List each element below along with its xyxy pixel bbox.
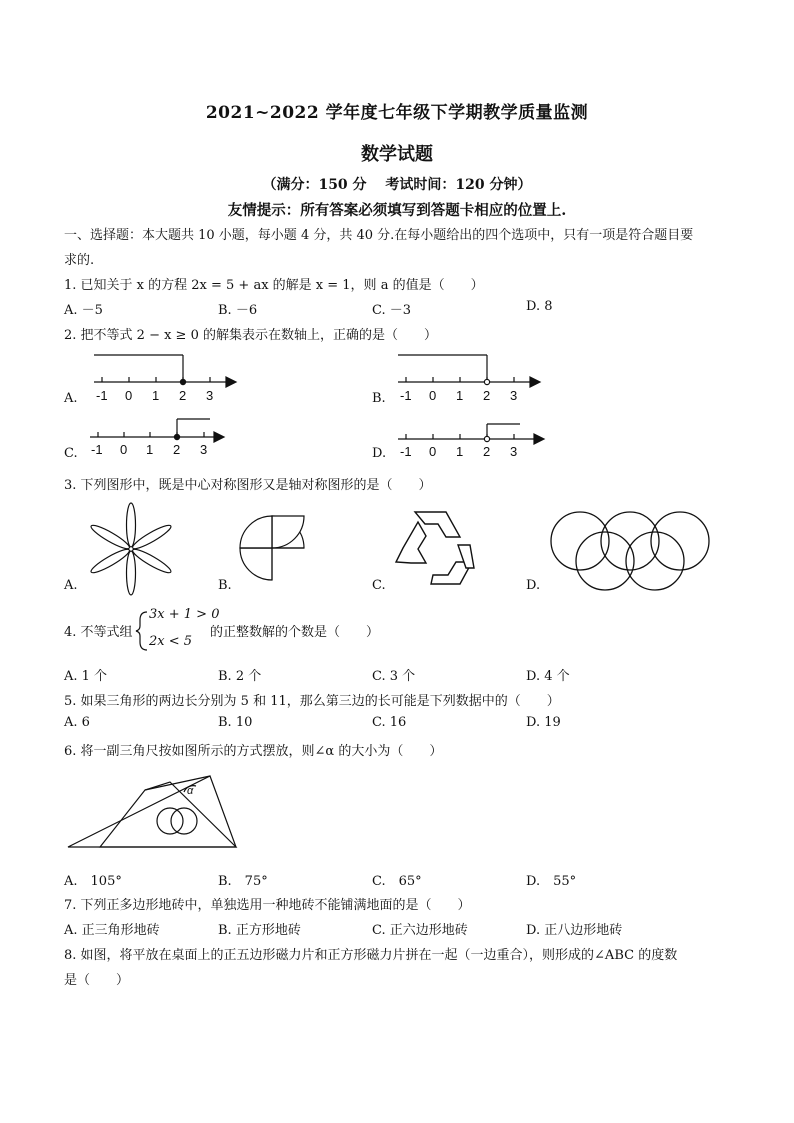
tick-label: -1 xyxy=(400,388,412,403)
q4-option-a: A. 1 个 xyxy=(64,669,108,684)
q4-inequality-2: 2x < 5 xyxy=(149,634,193,649)
exam-title: 2021~2022 学年度七年级下学期教学质量监测 xyxy=(205,103,589,123)
tick-label: 1 xyxy=(146,442,154,457)
question-7-stem: 7. 下列正多边形地砖中，单独选用一种地砖不能铺满地面的是（ ） xyxy=(64,898,471,913)
q6-option-c: C. 65° xyxy=(372,874,422,889)
q7-option-b: B. 正方形地砖 xyxy=(218,923,301,938)
q5-option-b: B. 10 xyxy=(218,715,253,730)
question-2-stem: 2. 把不等式 2 − x ≥ 0 的解集表示在数轴上，正确的是（ ） xyxy=(64,328,437,343)
q2-ticks-d xyxy=(400,444,517,459)
q6-option-b: B. 75° xyxy=(218,874,268,889)
q1-option-d: D. 8 xyxy=(526,299,553,314)
question-8-stem-line1: 8. 如图，将平放在桌面上的正五边形磁力片和正方形磁力片拼在一起（一边重合），则形成的∠ABC 的度数 xyxy=(64,948,678,963)
tick-label: 2 xyxy=(173,442,181,457)
tick-label: 0 xyxy=(120,442,128,457)
q3-option-c: C. xyxy=(372,578,386,593)
q3-figure-b-pinwheel xyxy=(240,516,304,580)
tick-label: 0 xyxy=(125,388,133,403)
q4-option-b: B. 2 个 xyxy=(218,669,262,684)
q3-figure-a-petals xyxy=(89,503,173,595)
q3-figure-c-recycle xyxy=(396,512,474,584)
tick-label: 3 xyxy=(206,388,214,403)
q1-option-c: C. －3 xyxy=(372,303,412,318)
q6-figure xyxy=(68,776,236,847)
q6-option-d: D. 55° xyxy=(526,874,577,889)
q3-option-b: B. xyxy=(218,578,232,593)
q2-option-b: B. xyxy=(372,391,386,406)
q2-numberline-c xyxy=(90,419,224,442)
q1-option-b: B. －6 xyxy=(218,303,258,318)
question-4-prefix: 4. 不等式组 xyxy=(64,625,133,640)
tick-label: 2 xyxy=(179,388,187,403)
section-intro-line2: 求的. xyxy=(64,253,95,268)
question-3-stem: 3. 下列图形中，既是中心对称图形又是轴对称图形的是（ ） xyxy=(64,478,432,493)
tick-label: 2 xyxy=(483,444,491,459)
tick-label: -1 xyxy=(91,442,103,457)
q2-numberline-d xyxy=(398,424,544,444)
question-4-suffix: 的正整数解的个数是（ ） xyxy=(210,625,380,640)
q7-option-a: A. 正三角形地砖 xyxy=(64,923,160,938)
exam-subject: 数学试题 xyxy=(361,144,433,165)
q2-option-c: C. xyxy=(64,446,78,461)
q2-numberline-a xyxy=(94,355,236,387)
exam-meta: （满分：150 分 考试时间：120 分钟） xyxy=(262,177,532,193)
q3-figure-d-rings xyxy=(551,512,709,590)
tick-label: 2 xyxy=(483,388,491,403)
q4-inequality-1: 3x + 1 > 0 xyxy=(149,607,220,622)
q2-option-a: A. xyxy=(64,391,78,406)
tick-label: 1 xyxy=(152,388,160,403)
tick-label: 3 xyxy=(510,388,518,403)
q4-system-brace xyxy=(136,612,147,650)
tick-label: 1 xyxy=(456,444,464,459)
question-8-stem-line2: 是（ ） xyxy=(64,973,130,988)
q6-alpha-label: α xyxy=(187,785,194,797)
q6-option-a: A. 105° xyxy=(64,874,122,889)
exam-notice: 友情提示：所有答案必须填写到答题卡相应的位置上. xyxy=(227,202,567,219)
tick-label: 3 xyxy=(200,442,208,457)
tick-label: 1 xyxy=(456,388,464,403)
question-6-stem: 6. 将一副三角尺按如图所示的方式摆放，则∠α 的大小为（ ） xyxy=(64,744,443,759)
q4-option-d: D. 4 个 xyxy=(526,669,570,684)
q7-option-c: C. 正六边形地砖 xyxy=(372,923,468,938)
q4-option-c: C. 3 个 xyxy=(372,669,416,684)
q2-option-d: D. xyxy=(372,446,387,461)
question-1-stem: 1. 已知关于 x 的方程 2x = 5 + ax 的解是 x = 1，则 a 的值是（ ） xyxy=(64,278,484,293)
tick-label: 0 xyxy=(429,444,437,459)
q1-option-a: A. －5 xyxy=(64,303,103,318)
q7-option-d: D. 正八边形地砖 xyxy=(526,923,623,938)
q5-option-d: D. 19 xyxy=(526,715,561,730)
section-intro-line1: 一、选择题：本大题共 10 小题，每小题 4 分，共 40 分.在每小题给出的四个选项中，只有一项是符合题目要 xyxy=(64,228,694,243)
q5-option-c: C. 16 xyxy=(372,715,407,730)
q2-ticks-b xyxy=(400,388,517,403)
tick-label: -1 xyxy=(96,388,108,403)
tick-label: 3 xyxy=(510,444,518,459)
q3-option-d: D. xyxy=(526,578,541,593)
tick-label: 0 xyxy=(429,388,437,403)
tick-label: -1 xyxy=(400,444,412,459)
q2-ticks-a xyxy=(96,388,213,403)
q3-option-a: A. xyxy=(64,578,78,593)
q2-ticks-c xyxy=(91,442,207,457)
question-5-stem: 5. 如果三角形的两边长分别为 5 和 11，那么第三边的长可能是下列数据中的（ ） xyxy=(64,694,560,709)
q5-option-a: A. 6 xyxy=(64,715,90,730)
q2-numberline-b xyxy=(398,355,540,387)
